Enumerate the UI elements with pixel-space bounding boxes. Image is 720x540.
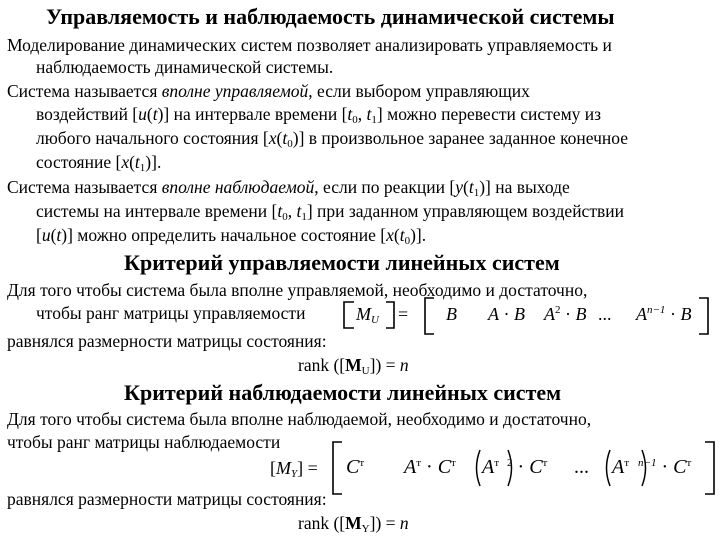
term-a2-b: $A^2 \cdot B$ (544, 304, 587, 324)
obs-term3-right-paren (506, 448, 516, 488)
observable-def-line-2: системы на интервале времени [$t_0$, $t_1$] при заданном управляющем воздействии (36, 201, 624, 223)
matrix-left-bracket (422, 296, 438, 336)
obs-term-ct: $C^т$ (346, 456, 365, 478)
lhs-matrix-symbol: $M_U$ (356, 304, 379, 326)
obs-matrix-left-bracket (330, 440, 346, 496)
obs-term-at-ct: $A^т \cdot C^т$ (404, 456, 456, 478)
observable-def-line-1: Система называется вполне наблюдаемой, если по реакции $[y(t_1)]$ на выходе (7, 177, 570, 199)
heading-observability-criterion: Критерий наблюдаемости линейных систем (124, 380, 562, 405)
control-criterion-line-2: чтобы ранг матрицы управляемости (36, 303, 306, 323)
controllable-def-line-1: Система называется вполне управляемой, если выбором управляющих (7, 81, 530, 101)
equals-sign: = (398, 304, 409, 324)
page-title: Управляемость и наблюдаемость динамической системы (46, 4, 615, 29)
term-ellipsis: ... (598, 304, 612, 324)
controllable-def-line-2: воздействий [u(t)] на интервале времени [$t_0$, $t_1$] можно перевести систему из (36, 104, 602, 126)
intro-line-1: Моделирование динамических систем позволяет анализировать управляемость и (7, 35, 612, 55)
control-criterion-line-3: равнялся размерности матрицы состояния: (7, 331, 327, 351)
control-rank-condition: rank $([M_U]) = n$ (298, 355, 409, 377)
observe-criterion-line-2: чтобы ранг матрицы наблюдаемости (7, 432, 281, 452)
observable-def-line-3: [u(t)] можно определить начальное состояние $[x(t_0)]$. (36, 225, 427, 247)
observe-criterion-line-3: равнялся размерности матрицы состояния: (7, 489, 327, 509)
obs-lhs: $[M_Y]$ = (270, 458, 318, 480)
matrix-right-bracket (696, 296, 712, 336)
intro-line-2: наблюдаемость динамической системы. (36, 57, 334, 77)
controllable-def-line-4: состояние $[x(t_1)]$. (36, 152, 162, 174)
controllable-def-line-3: любого начального состояния $[x(t_0)]$ в произвольное заранее заданное конечное (36, 128, 629, 150)
obs-term5-left-paren (602, 448, 612, 488)
term-controllable: вполне управляемой (161, 81, 309, 101)
obs-term-at2-ct: $A^т$ $^2 \cdot C^т$ (482, 456, 548, 478)
obs-term-atn1-ct: $A^т$ $^{n-1} \cdot C^т$ (612, 456, 692, 478)
obs-term3-left-paren (472, 448, 482, 488)
heading-controllability-criterion: Критерий управляемости линейных систем (124, 250, 560, 275)
term-an1-b: $A^{n-1} \cdot B$ (636, 304, 692, 324)
term-observable: вполне наблюдаемой (161, 177, 315, 197)
obs-matrix-right-bracket (702, 440, 718, 496)
obs-term-ellipsis: ... (574, 456, 589, 478)
term-a-b: A · B (488, 304, 525, 324)
term-b: B (446, 304, 457, 324)
obs-term5-right-paren (640, 448, 650, 488)
observe-rank-condition: rank $([M_Y]) = n$ (298, 513, 409, 535)
observe-criterion-line-1: Для того чтобы система была вполне наблюдаемой, необходимо и достаточно, (7, 409, 592, 429)
control-criterion-line-1: Для того чтобы система была вполне управляемой, необходимо и достаточно, (7, 280, 588, 300)
